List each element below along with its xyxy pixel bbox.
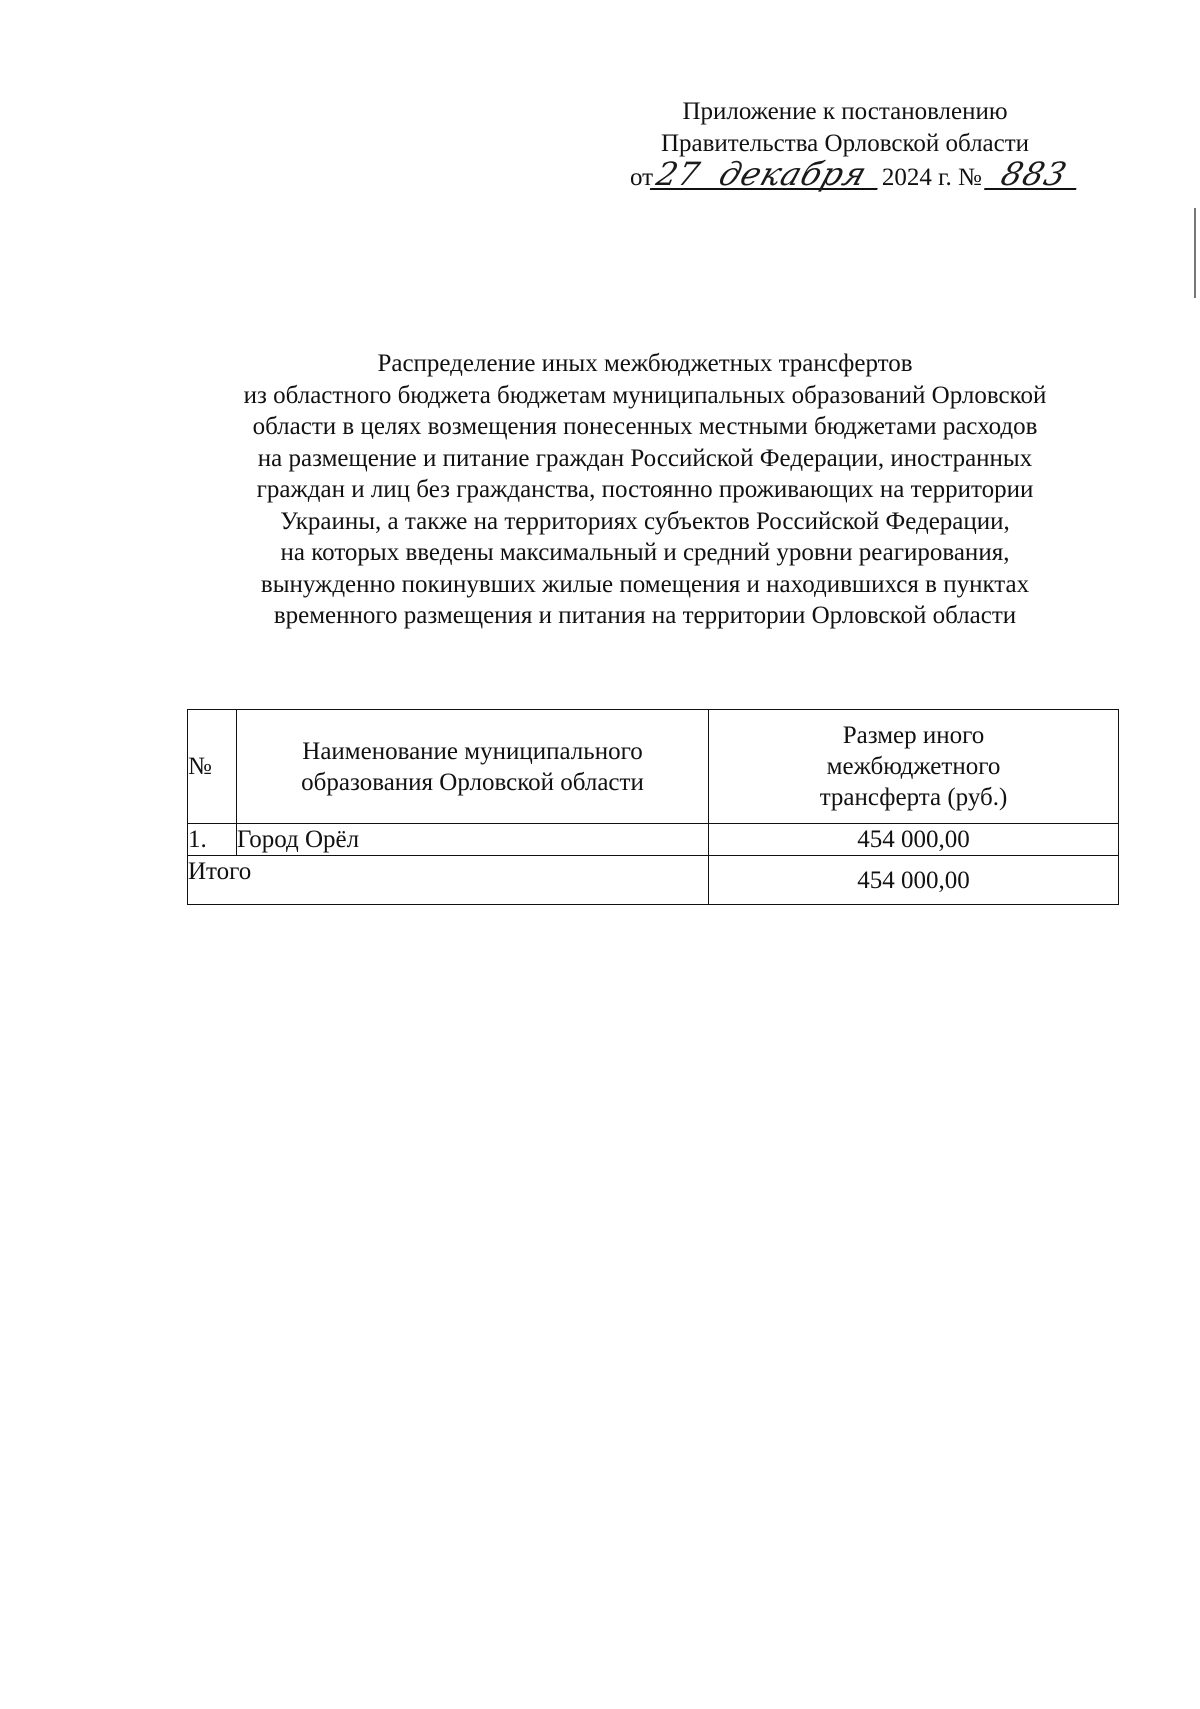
header-name-line-1: Наименование муниципального <box>302 737 643 765</box>
row-no: 1. <box>188 824 237 856</box>
table-total-row <box>188 856 1119 905</box>
header-size-line-1: Размер иного <box>842 722 985 749</box>
handwritten-month: декабря <box>699 160 887 190</box>
date-year: 2024 г. № <box>881 164 982 191</box>
title-line: вынужденно покинувших жилые помещения и находившихся в пунктах <box>260 570 1030 598</box>
title-line: из областного бюджета бюджетам муниципальных образований Орловской <box>243 381 1047 409</box>
row-value: 454 000,00 <box>709 824 1119 856</box>
title-line: на которых введены максимальный и средний уровни реагирования, <box>280 539 1010 566</box>
table-header-row <box>188 710 1119 824</box>
header-name-line-2: образования Орловской области <box>301 768 644 796</box>
date-prefix: от <box>630 164 654 191</box>
header-size-line-3: трансферта (руб.) <box>819 784 1008 811</box>
approval-line-2: Правительства Орловской области <box>660 130 1030 157</box>
title-line: на размещение и питание граждан Российской Федерации, иностранных <box>257 444 1033 472</box>
header-size-line-2: межбюджетного <box>826 753 1001 780</box>
row-name: Город Орёл <box>237 824 709 856</box>
header-name <box>237 710 709 824</box>
transfer-table <box>187 709 1119 905</box>
approval-date-line <box>600 155 1090 194</box>
handwritten-number: 883 <box>984 160 1084 190</box>
title-line: области в целях возмещения понесенных местными бюджетами расходов <box>252 413 1038 440</box>
title-line: временного размещения и питания на территории Орловской области <box>273 602 1017 629</box>
title-line: граждан и лиц без гражданства, постоянно проживающих на территории <box>256 476 1034 503</box>
header-size <box>709 710 1119 824</box>
document-title <box>170 348 1120 632</box>
total-value: 454 000,00 <box>709 856 1119 905</box>
scan-edge-mark <box>1194 208 1196 298</box>
header-no: № <box>188 710 237 824</box>
title-line: Распределение иных межбюджетных трансфертов <box>377 350 913 377</box>
approval-line-1: Приложение к постановлению <box>682 98 1008 125</box>
title-line: Украины, а также на территориях субъектов Российской Федерации, <box>280 507 1010 535</box>
total-label: Итого <box>188 856 709 905</box>
approval-block <box>600 96 1090 194</box>
handwritten-day: 27 <box>650 160 707 190</box>
table-row <box>188 824 1119 856</box>
